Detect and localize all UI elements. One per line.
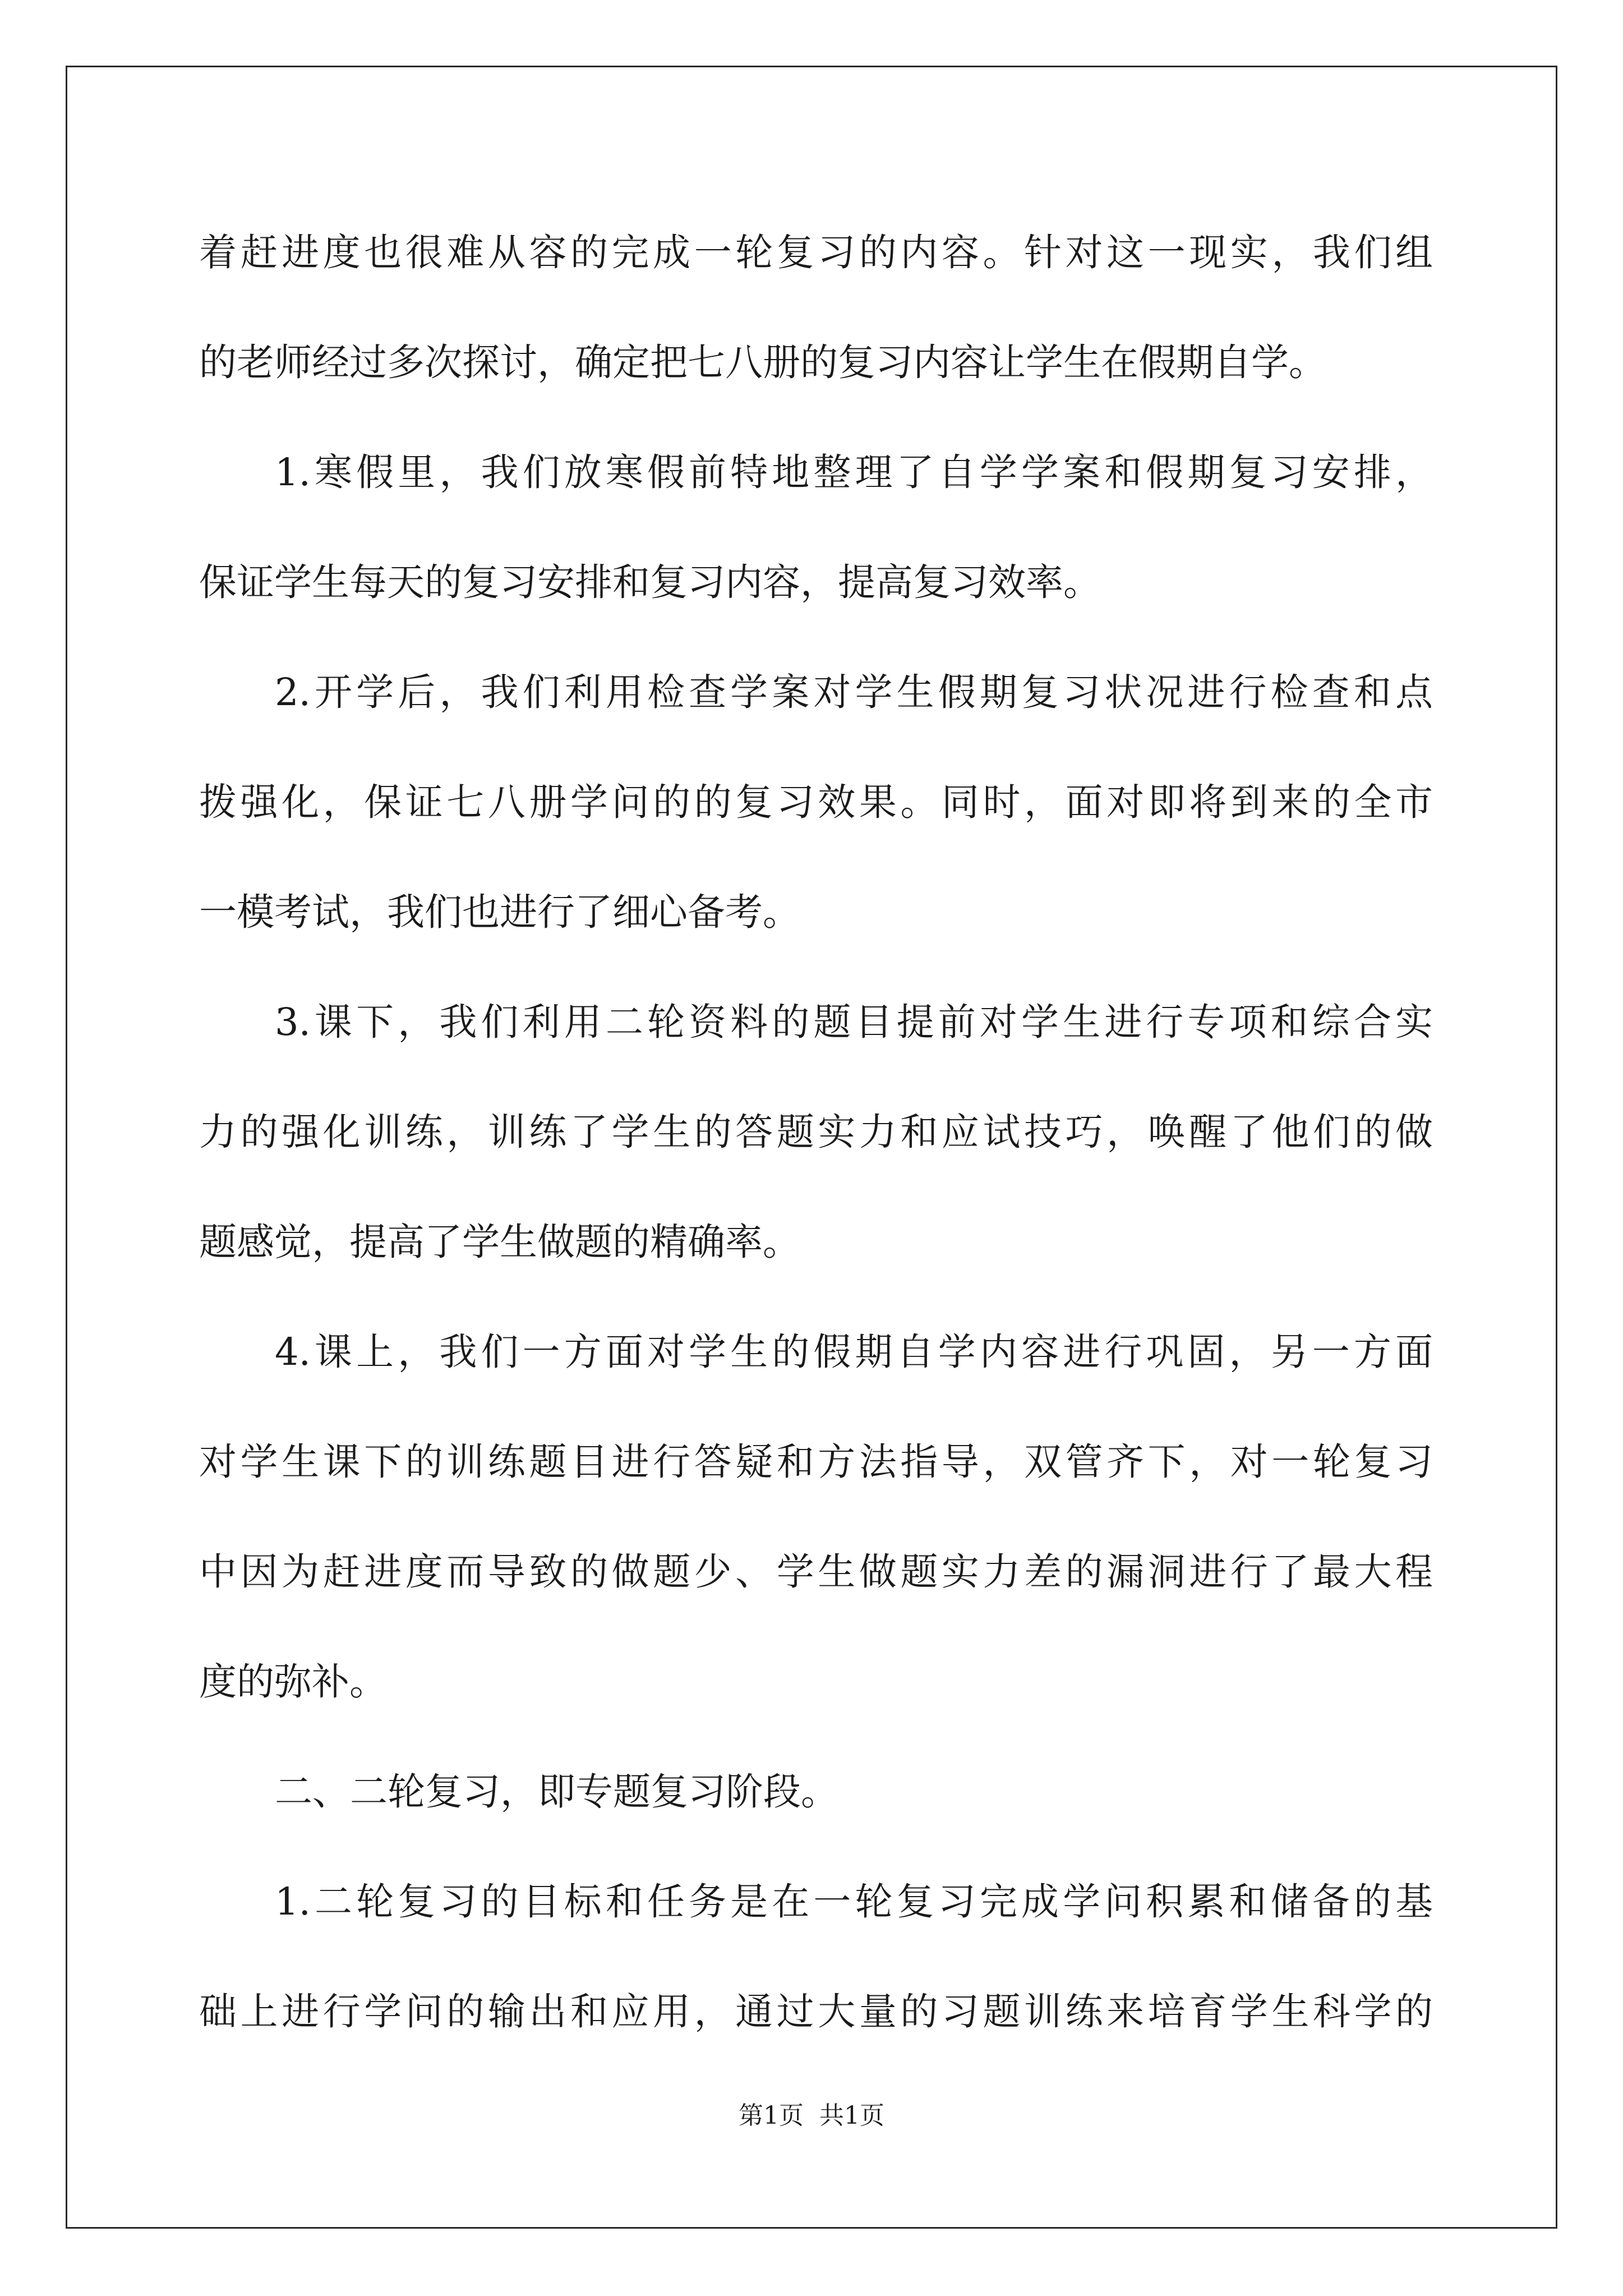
text-line: 2.开学后，我们利用检查学案对学生假期复习状况进行检查和点 bbox=[275, 670, 1433, 714]
text-line: 度的弥补。 bbox=[199, 1660, 387, 1704]
text-line: 4.课上，我们一方面对学生的假期自学内容进行巩固，另一方面 bbox=[275, 1330, 1433, 1374]
text-line: 拨强化，保证七八册学问的的复习效果。同时，面对即将到来的全市 bbox=[199, 780, 1433, 824]
text-line: 1.二轮复习的目标和任务是在一轮复习完成学问积累和储备的基 bbox=[275, 1880, 1433, 1924]
text-line: 一模考试，我们也进行了细心备考。 bbox=[199, 890, 800, 934]
document-body bbox=[199, 197, 1433, 2067]
text-line: 础上进行学问的输出和应用，通过大量的习题训练来培育学生科学的 bbox=[199, 1990, 1433, 2033]
text-line: 保证学生每天的复习安排和复习内容，提高复习效率。 bbox=[199, 560, 1101, 604]
page-number: 第1页 bbox=[739, 2101, 804, 2130]
text-line: 3.课下，我们利用二轮资料的题目提前对学生进行专项和综合实 bbox=[275, 1000, 1433, 1044]
text-line: 中因为赶进度而导致的做题少、学生做题实力差的漏洞进行了最大程 bbox=[199, 1550, 1433, 1594]
text-line: 对学生课下的训练题目进行答疑和方法指导，双管齐下，对一轮复习 bbox=[199, 1440, 1433, 1484]
section-heading: 二、二轮复习，即专题复习阶段。 bbox=[275, 1770, 838, 1814]
text-line: 着赶进度也很难从容的完成一轮复习的内容。针对这一现实，我们组 bbox=[199, 231, 1433, 274]
page-total: 共1页 bbox=[819, 2101, 884, 2130]
text-line: 的老师经过多次探讨，确定把七八册的复习内容让学生在假期自学。 bbox=[199, 341, 1326, 384]
text-line: 力的强化训练，训练了学生的答题实力和应试技巧，唤醒了他们的做 bbox=[199, 1110, 1433, 1154]
page-footer bbox=[0, 2099, 1623, 2133]
text-line: 1.寒假里，我们放寒假前特地整理了自学学案和假期复习安排， bbox=[275, 450, 1433, 494]
text-line: 题感觉，提高了学生做题的精确率。 bbox=[199, 1220, 800, 1264]
